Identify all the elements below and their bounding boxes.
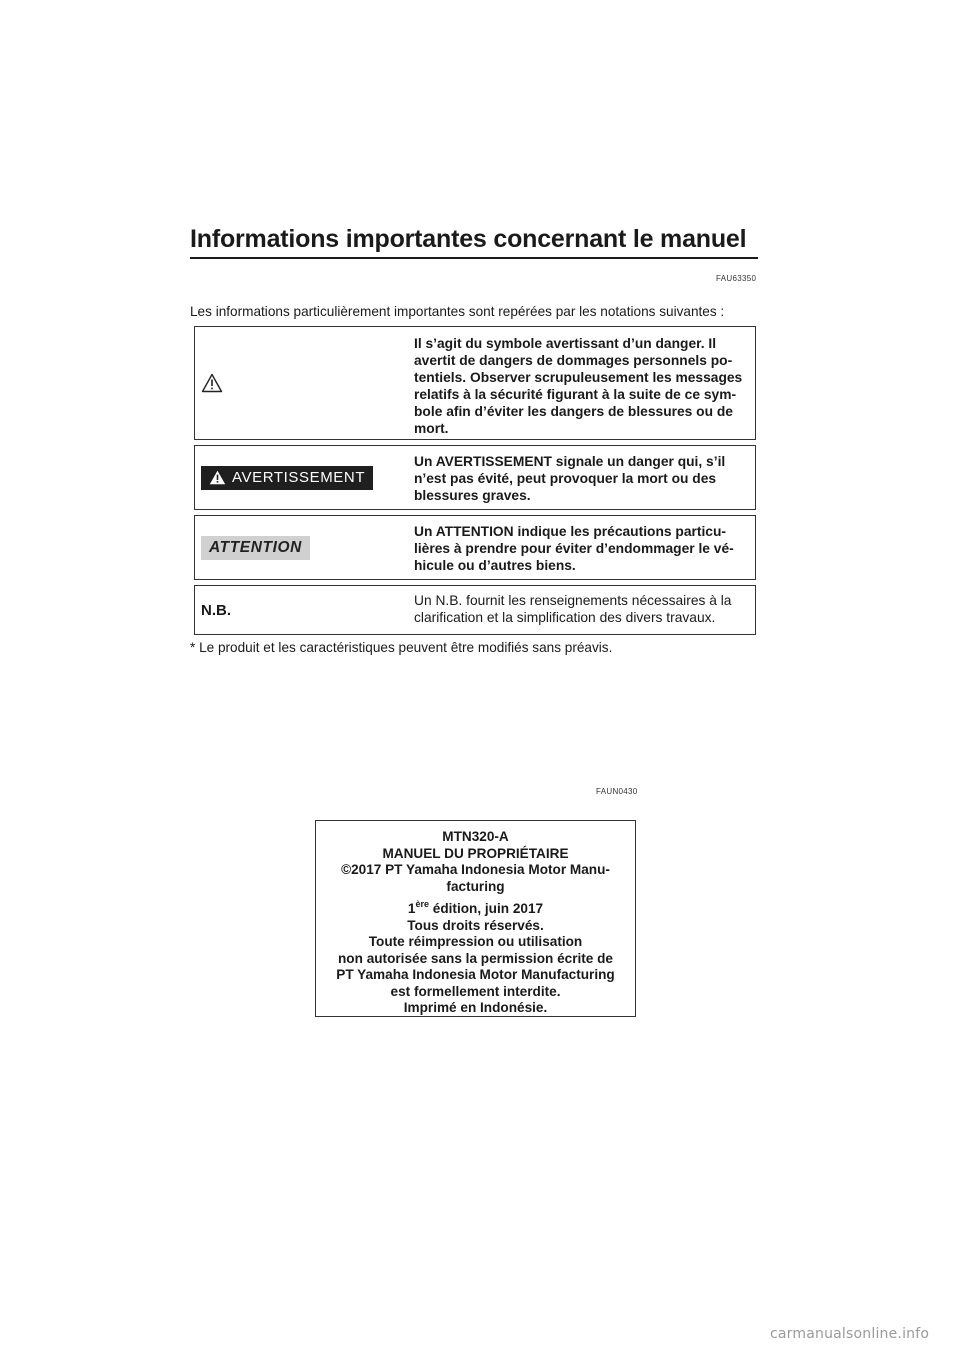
manual-title: MANUEL DU PROPRIÉTAIRE (382, 845, 569, 861)
notice-label-cell (195, 446, 404, 509)
warning-triangle-icon (201, 373, 223, 393)
reprint-line-4: est formellement interdite. (390, 983, 561, 999)
page-title: Informations importantes concernant le manuel (190, 224, 758, 259)
notice-row-attention (194, 515, 756, 580)
watermark-text: carmanualsonline.info (770, 1326, 930, 1342)
notice-row-avertissement (194, 445, 756, 510)
nb-label: N.B. (201, 601, 231, 619)
notice-symbol-cell (195, 327, 404, 439)
reprint-line-2: non autorisée sans la permission écrite de (338, 950, 613, 966)
notice-text: Il s’agit du symbole avertissant d’un danger. Il avertit de dangers de dommages personnels po-tentiels. Observer scrupuleusement les messages relatifs à la sécurité figurant à la suite de ce sym-bole afin d’éviter les dangers de blessures ou de mort. (414, 336, 743, 436)
edition-line (316, 901, 635, 918)
reprint-line-1: Toute réimpression ou utilisation (368, 934, 583, 949)
notice-text: Un ATTENTION indique les précautions particu-lières à prendre pour éviter d’endommager le vé-hicule ou d’autres biens. (414, 524, 734, 573)
edition-number: 1 (407, 901, 416, 916)
printed-line: Imprimé en Indonésie. (403, 1000, 548, 1015)
reprint-line-3: PT Yamaha Indonesia Motor Manufacturing (336, 967, 615, 982)
notice-label-cell (195, 516, 404, 579)
copyright-line-2: facturing (446, 878, 505, 894)
notice-text: Un N.B. fournit les renseignements nécessaires à la clarification et la simplification des divers travaux. (414, 593, 732, 625)
intro-text: Les informations particulièrement importantes sont repérées par les notations suivantes : (190, 304, 725, 319)
notice-text: Un AVERTISSEMENT signale un danger qui, s’il n’est pas évité, peut provoquer la mort ou des blessures graves. (414, 454, 726, 503)
avertissement-label: AVERTISSEMENT (232, 468, 366, 486)
copyright-line-1: ©2017 PT Yamaha Indonesia Motor Manu- (341, 862, 610, 877)
attention-badge: ATTENTION (201, 536, 310, 560)
notice-row-safety-symbol (194, 326, 756, 440)
notice-row-nb (194, 585, 756, 635)
rights-line: Tous droits réservés. (407, 917, 544, 933)
reference-code-top: FAU63350 (716, 274, 757, 283)
warning-triangle-icon (209, 470, 226, 485)
edition-superscript: ère (415, 899, 429, 909)
model-code: MTN320-A (442, 829, 509, 844)
notice-label-cell (195, 586, 404, 634)
colophon-box (315, 820, 636, 1017)
avertissement-badge (201, 466, 373, 490)
reference-code-bottom: FAUN0430 (596, 787, 638, 796)
edition-text: édition, juin 2017 (429, 901, 544, 916)
footnote: * Le produit et les caractéristiques peuvent être modifiés sans préavis. (190, 640, 613, 655)
